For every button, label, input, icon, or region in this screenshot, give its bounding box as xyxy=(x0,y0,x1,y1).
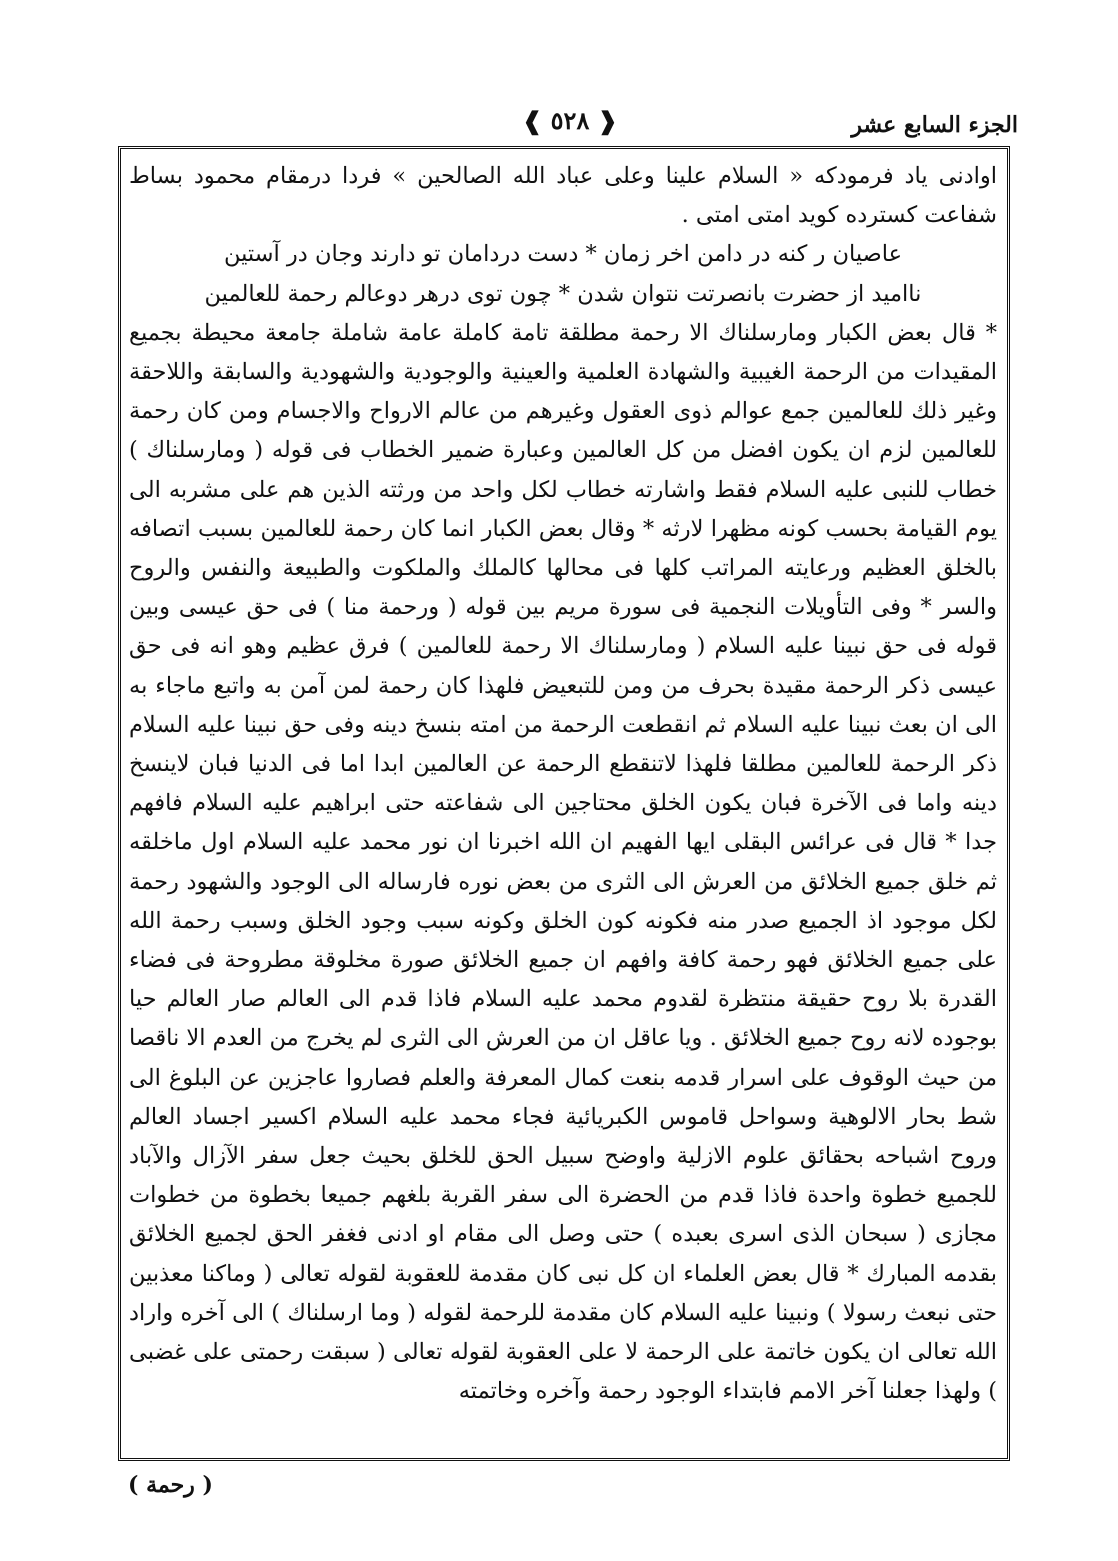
verse-line: عاصيان ر كنه در دامن اخر زمان * دست دردامان تو دارند وجان در آستين xyxy=(223,241,903,268)
page-header xyxy=(120,106,1018,142)
main-text xyxy=(129,157,997,1450)
paragraph: اوادنى ياد فرمودكه « السلام علينا وعلى عباد الله الصالحين » فردا درمقام محمود بساط شفاعت كسترده كويد امتى امتى . xyxy=(129,163,997,229)
catchword: ( رحمة ) xyxy=(128,1472,213,1498)
text-frame xyxy=(118,146,1010,1461)
page-number: ❰ ٥٢٨ ❱ xyxy=(522,106,618,135)
verse-line: نااميد از حضرت بانصرتت نتوان شدن * چون توى درهر دوعالم رحمة للعالمين xyxy=(204,280,922,307)
running-title: الجزء السابع عشر xyxy=(851,112,1018,138)
paragraph: * قال بعض الكبار ومارسلناك الا رحمة مطلقة تامة كاملة عامة شاملة جامعة محيطة بجميع المقيدات من الرحمة الغيبية والشهادة العلمية والعينية والوجودية والشهودية والسابقة واللاحقة وغير ذلك للعالمين جمع عوالم ذوى العقول وغيرهم من عالم الارواح والاجسام ومن كان رحمة للعالمين لزم ان يكون افضل من كل العالمين وعبارة ضمير الخطاب فى قوله ( ومارسلناك ) خطاب للنبى عليه السلام فقط واشارته خطاب لكل واحد من ورثته الذين هم على مشربه الى يوم القيامة بحسب كونه مظهرا لارثه * وقال بعض الكبار انما كان رحمة للعالمين بسبب اتصافه بالخلق العظيم ورعايته المراتب كلها فى محالها كالملك والملكوت والطبيعة والنفس والروح والسر * وفى التأويلات النجمية فى سورة مريم بين قوله ( ورحمة منا ) فى حق عيسى وبين قوله فى حق نبينا عليه السلام ( ومارسلناك الا رحمة للعالمين ) فرق عظيم وهو انه فى حق عيسى ذكر الرحمة مقيدة بحرف من ومن للتبعيض فلهذا كان رحمة لمن آمن به واتبع ماجاء به الى ان بعث نبينا عليه السلام ثم انقطعت الرحمة من امته بنسخ دينه وفى حق نبينا عليه السلام ذكر الرحمة للعالمين مطلقا فلهذا لاتنقطع الرحمة عن العالمين ابدا اما فى الدنيا فبان لاينسخ دينه واما فى الآخرة فبان يكون الخلق محتاجين الى شفاعته حتى ابراهيم عليه السلام فافهم جدا * قال فى عرائس البقلى ايها الفهيم ان الله اخبرنا ان نور محمد عليه السلام اول ماخلقه ثم خلق جميع الخلائق من العرش الى الثرى من بعض نوره فارساله الى الوجود والشهود رحمة لكل موجود اذ الجميع صدر منه فكونه كون الخلق وكونه سبب وجود الخلق وسبب رحمة الله على جميع الخلائق فهو رحمة كافة وافهم ان جميع الخلائق صورة مخلوقة مطروحة فى فضاء القدرة بلا روح حقيقة منتظرة لقدوم محمد عليه السلام فاذا قدم الى العالم صار العالم حيا بوجوده لانه روح جميع الخلائق . ويا عاقل ان من العرش الى الثرى لم يخرج من العدم الا ناقصا من حيث الوقوف على اسرار قدمه بنعت كمال المعرفة والعلم فصاروا عاجزين عن البلوغ الى شط بحار الالوهية وسواحل قاموس الكبريائية فجاء محمد عليه السلام اكسير اجساد العالم وروح اشباحه بحقائق علوم الازلية واوضح سبيل الحق للخلق بحيث جعل سفر الآزال والآباد للجميع خطوة واحدة فاذا قدم من الحضرة الى سفر القربة بلغهم جميعا بخطوة من خطوات مجازى ( سبحان الذى اسرى بعبده ) حتى وصل الى مقام او ادنى فغفر الحق لجميع الخلائق بقدمه المبارك * قال بعض العلماء ان كل نبى كان مقدمة للعقوبة لقوله تعالى ( وماكنا معذبين حتى نبعث رسولا ) ونبينا عليه السلام كان مقدمة للرحمة لقوله ( وما ارسلناك ) الى آخره واراد الله تعالى ان يكون خاتمة على الرحمة لا على العقوبة لقوله تعالى ( سبقت رحمتى على غضبى ) ولهذا جعلنا آخر الامم فابتداء الوجود رحمة وآخره وخاتمته xyxy=(129,319,997,1405)
